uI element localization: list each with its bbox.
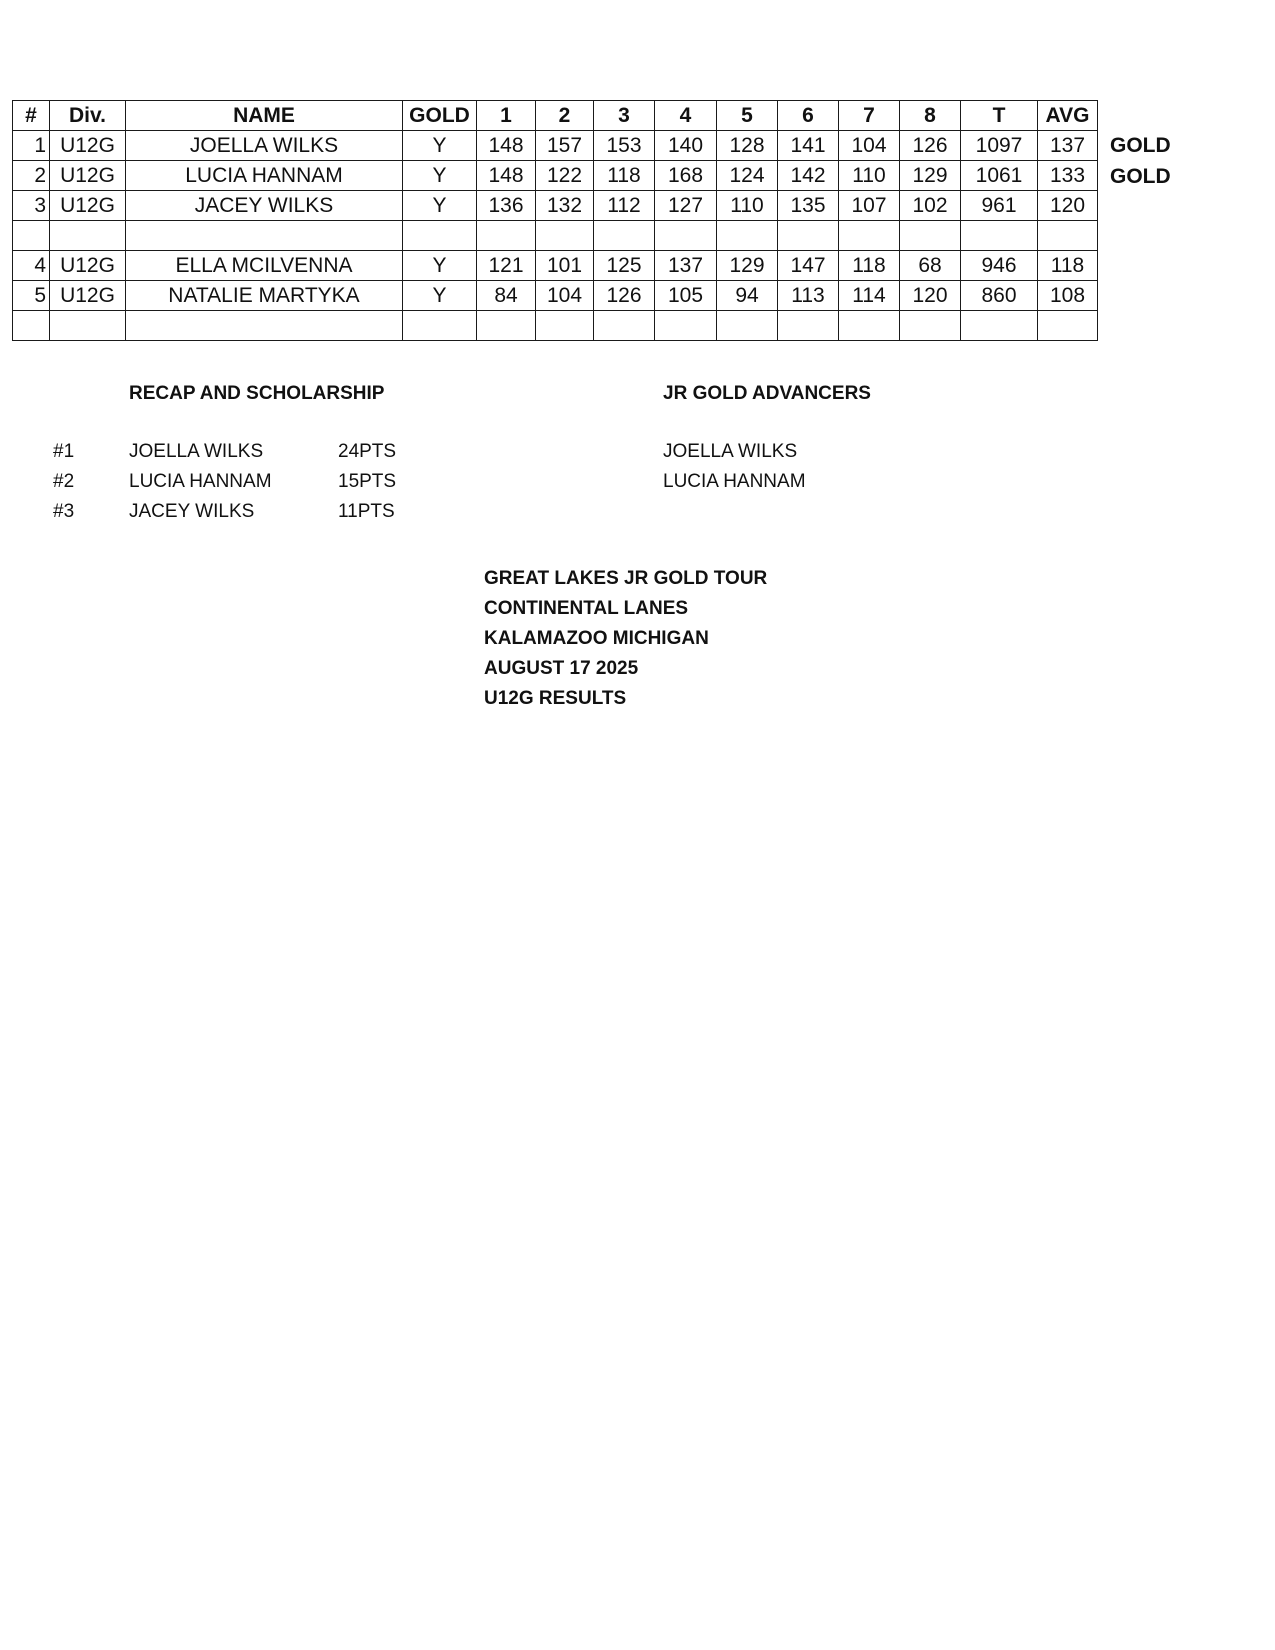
col-header-game-8: 8 <box>900 101 961 131</box>
recap-rank-2: #2 <box>53 471 75 492</box>
cell-game-2 <box>536 221 594 251</box>
cell-name: ELLA MCILVENNA <box>126 251 403 281</box>
cell-game-4: 105 <box>655 281 717 311</box>
cell-game-3: 112 <box>594 191 655 221</box>
cell-game-1 <box>477 311 536 341</box>
cell-game-6: 141 <box>778 131 839 161</box>
cell-division <box>50 311 126 341</box>
gold-flag-row-1: GOLD <box>1110 134 1171 157</box>
cell-game-1 <box>477 221 536 251</box>
cell-game-6: 113 <box>778 281 839 311</box>
cell-game-3: 126 <box>594 281 655 311</box>
gold-flag-row-2: GOLD <box>1110 165 1171 188</box>
table-spacer-row <box>13 221 1098 251</box>
table-row <box>13 161 1098 191</box>
cell-rank: 4 <box>13 251 50 281</box>
cell-rank <box>13 221 50 251</box>
cell-game-4: 127 <box>655 191 717 221</box>
event-info-block <box>484 564 767 714</box>
cell-average: 133 <box>1038 161 1098 191</box>
cell-game-5: 128 <box>717 131 778 161</box>
cell-rank: 2 <box>13 161 50 191</box>
cell-game-8: 129 <box>900 161 961 191</box>
col-header-game-3: 3 <box>594 101 655 131</box>
cell-game-4 <box>655 221 717 251</box>
col-header-game-6: 6 <box>778 101 839 131</box>
col-header-average: AVG <box>1038 101 1098 131</box>
cell-division: U12G <box>50 251 126 281</box>
cell-gold <box>403 221 477 251</box>
recap-points-3: 11PTS <box>338 501 395 522</box>
cell-game-3: 153 <box>594 131 655 161</box>
cell-total <box>961 311 1038 341</box>
table-header-row <box>13 101 1098 131</box>
cell-game-6: 147 <box>778 251 839 281</box>
cell-average: 120 <box>1038 191 1098 221</box>
cell-game-3: 118 <box>594 161 655 191</box>
cell-average <box>1038 221 1098 251</box>
cell-game-5: 94 <box>717 281 778 311</box>
col-header-game-2: 2 <box>536 101 594 131</box>
recap-points-1: 24PTS <box>338 441 397 462</box>
cell-game-5: 129 <box>717 251 778 281</box>
cell-game-1: 84 <box>477 281 536 311</box>
cell-game-3 <box>594 311 655 341</box>
recap-name-1: JOELLA WILKS <box>129 441 264 462</box>
cell-game-7 <box>839 221 900 251</box>
advancer-name-2: LUCIA HANNAM <box>663 471 806 492</box>
cell-name: JACEY WILKS <box>126 191 403 221</box>
cell-game-2: 104 <box>536 281 594 311</box>
col-header-game-5: 5 <box>717 101 778 131</box>
cell-game-8: 68 <box>900 251 961 281</box>
cell-name <box>126 311 403 341</box>
cell-total: 946 <box>961 251 1038 281</box>
recap-heading: RECAP AND SCHOLARSHIP <box>129 383 385 404</box>
cell-game-1: 148 <box>477 161 536 191</box>
recap-rank-3: #3 <box>53 501 75 522</box>
table-row <box>13 131 1098 161</box>
cell-total: 860 <box>961 281 1038 311</box>
cell-division: U12G <box>50 131 126 161</box>
col-header-rank: # <box>13 101 50 131</box>
cell-division: U12G <box>50 281 126 311</box>
cell-game-6 <box>778 221 839 251</box>
cell-gold: Y <box>403 281 477 311</box>
cell-game-1: 121 <box>477 251 536 281</box>
table-row <box>13 191 1098 221</box>
cell-game-4 <box>655 311 717 341</box>
cell-game-4: 140 <box>655 131 717 161</box>
cell-gold: Y <box>403 251 477 281</box>
cell-division: U12G <box>50 191 126 221</box>
recap-name-3: JACEY WILKS <box>129 501 255 522</box>
cell-game-5: 110 <box>717 191 778 221</box>
cell-rank: 3 <box>13 191 50 221</box>
table-row <box>13 251 1098 281</box>
cell-game-3 <box>594 221 655 251</box>
results-table <box>12 100 1098 341</box>
cell-game-6 <box>778 311 839 341</box>
advancer-name-1: JOELLA WILKS <box>663 441 798 462</box>
cell-gold <box>403 311 477 341</box>
results-table-body <box>13 131 1098 341</box>
cell-average: 137 <box>1038 131 1098 161</box>
advancers-heading: JR GOLD ADVANCERS <box>663 383 871 404</box>
cell-game-5: 124 <box>717 161 778 191</box>
col-header-game-1: 1 <box>477 101 536 131</box>
cell-game-2: 157 <box>536 131 594 161</box>
cell-game-8: 120 <box>900 281 961 311</box>
event-location: KALAMAZOO MICHIGAN <box>484 628 709 649</box>
cell-game-2: 122 <box>536 161 594 191</box>
cell-game-2: 132 <box>536 191 594 221</box>
cell-average: 108 <box>1038 281 1098 311</box>
col-header-gold: GOLD <box>403 101 477 131</box>
cell-total: 1097 <box>961 131 1038 161</box>
cell-game-4: 137 <box>655 251 717 281</box>
cell-game-1: 136 <box>477 191 536 221</box>
cell-game-7: 118 <box>839 251 900 281</box>
col-header-game-7: 7 <box>839 101 900 131</box>
col-header-total: T <box>961 101 1038 131</box>
cell-game-8: 126 <box>900 131 961 161</box>
col-header-division: Div. <box>50 101 126 131</box>
event-venue: CONTINENTAL LANES <box>484 598 689 619</box>
recap-points-2: 15PTS <box>338 471 397 492</box>
cell-game-7 <box>839 311 900 341</box>
cell-game-6: 135 <box>778 191 839 221</box>
cell-total <box>961 221 1038 251</box>
cell-division <box>50 221 126 251</box>
table-row <box>13 281 1098 311</box>
cell-game-5 <box>717 311 778 341</box>
cell-game-7: 104 <box>839 131 900 161</box>
cell-game-5 <box>717 221 778 251</box>
event-date: AUGUST 17 2025 <box>484 658 639 679</box>
cell-rank <box>13 311 50 341</box>
cell-game-7: 110 <box>839 161 900 191</box>
cell-game-2 <box>536 311 594 341</box>
cell-name: NATALIE MARTYKA <box>126 281 403 311</box>
cell-name: JOELLA WILKS <box>126 131 403 161</box>
cell-game-6: 142 <box>778 161 839 191</box>
cell-rank: 5 <box>13 281 50 311</box>
cell-total: 961 <box>961 191 1038 221</box>
cell-total: 1061 <box>961 161 1038 191</box>
col-header-name: NAME <box>126 101 403 131</box>
col-header-game-4: 4 <box>655 101 717 131</box>
event-division-results: U12G RESULTS <box>484 688 627 709</box>
cell-game-3: 125 <box>594 251 655 281</box>
recap-name-2: LUCIA HANNAM <box>129 471 272 492</box>
cell-division: U12G <box>50 161 126 191</box>
cell-game-8 <box>900 311 961 341</box>
event-tour-name: GREAT LAKES JR GOLD TOUR <box>484 568 768 589</box>
cell-name <box>126 221 403 251</box>
cell-game-4: 168 <box>655 161 717 191</box>
cell-gold: Y <box>403 161 477 191</box>
cell-average <box>1038 311 1098 341</box>
cell-game-7: 114 <box>839 281 900 311</box>
cell-average: 118 <box>1038 251 1098 281</box>
cell-game-2: 101 <box>536 251 594 281</box>
cell-game-8 <box>900 221 961 251</box>
cell-gold: Y <box>403 131 477 161</box>
table-spacer-row <box>13 311 1098 341</box>
cell-game-7: 107 <box>839 191 900 221</box>
cell-gold: Y <box>403 191 477 221</box>
recap-rank-1: #1 <box>53 441 75 462</box>
cell-game-8: 102 <box>900 191 961 221</box>
cell-name: LUCIA HANNAM <box>126 161 403 191</box>
cell-rank: 1 <box>13 131 50 161</box>
cell-game-1: 148 <box>477 131 536 161</box>
